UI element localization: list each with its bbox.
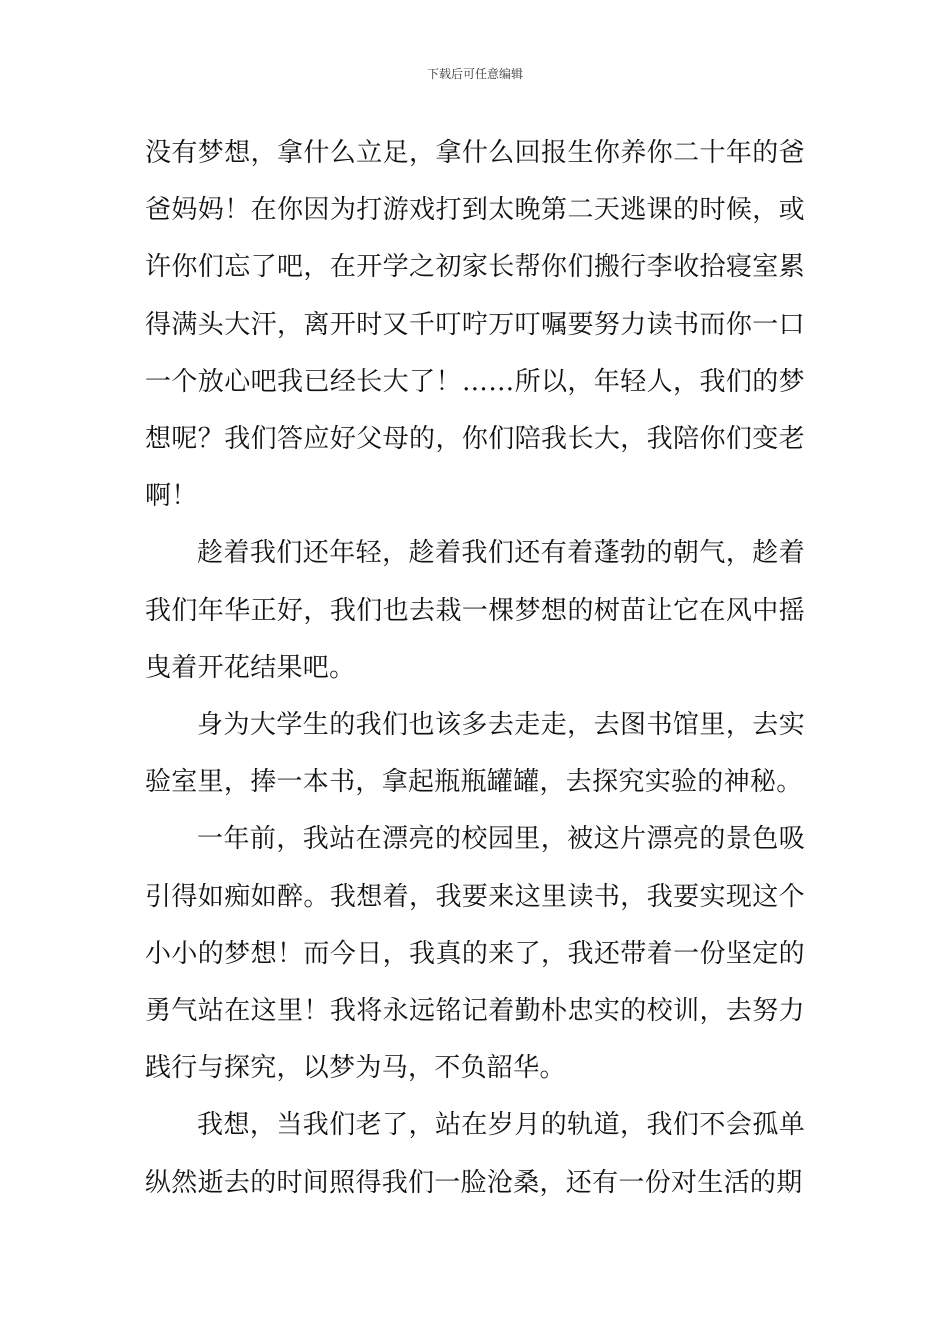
paragraph-3: 身为大学生的我们也该多去走走，去图书馆里，去实验室里，捧一本书，拿起瓶瓶罐罐，去探究实验的神秘。 (145, 710, 805, 798)
paragraph-2: 趁着我们还年轻，趁着我们还有着蓬勃的朝气，趁着我们年华正好，我们也去栽一棵梦想的树苗让它在风中摇曳着开花结果吧。 (145, 538, 805, 683)
header-note: 下载后可任意编辑 (426, 67, 523, 81)
paragraph-5: 我想，当我们老了，站在岁月的轨道，我们不会孤单纵然逝去的时间照得我们一脸沧桑，还有一份对生活的期 (145, 1110, 805, 1198)
document-body (145, 125, 805, 1212)
paragraph-1: 没有梦想，拿什么立足，拿什么回报生你养你二十年的爸爸妈妈！在你因为打游戏打到太晚第二天逃课的时候，或许你们忘了吧，在开学之初家长帮你们搬行李收拾寝室累得满头大汗，离开时又千叮咛万叮嘱要努力读书而你一口一个放心吧我已经长大了！……所以，年轻人，我们的梦想呢？我们答应好父母的，你们陪我长大，我陪你们变老啊！ (145, 138, 805, 512)
paragraph-4: 一年前，我站在漂亮的校园里，被这片漂亮的景色吸引得如痴如醉。我想着，我要来这里读书，我要实现这个小小的梦想！而今日，我真的来了，我还带着一份坚定的勇气站在这里！我将永远铭记着勤朴忠实的校训，去努力践行与探究，以梦为马，不负韶华。 (145, 824, 805, 1084)
